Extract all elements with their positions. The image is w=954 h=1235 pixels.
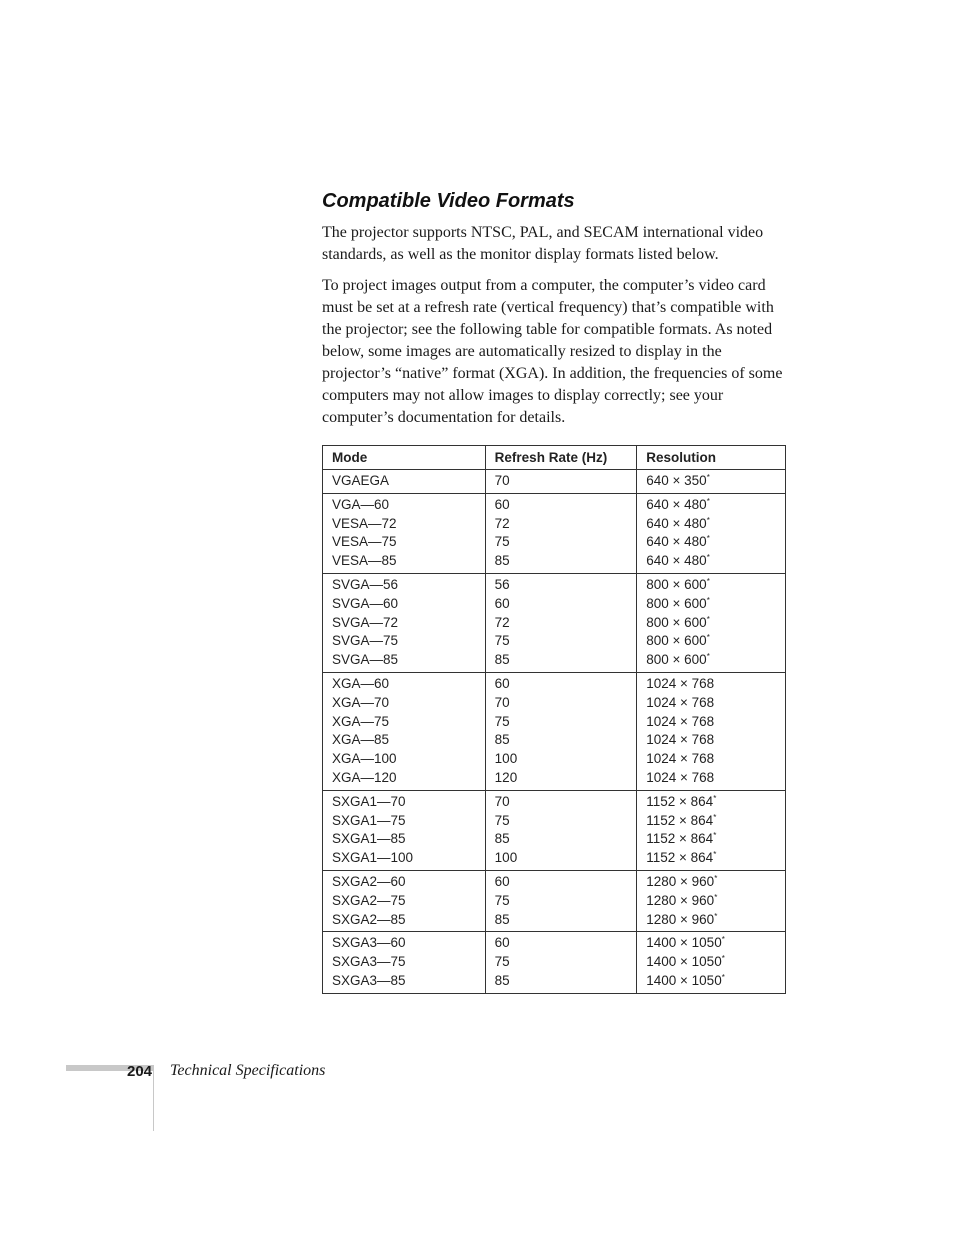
mode-value <box>332 750 476 769</box>
footnote-asterisk: * <box>706 515 710 525</box>
refresh-rate-value <box>495 731 628 750</box>
refresh-rate-value <box>495 533 628 552</box>
resolution-value-text: 800 × 600 <box>646 633 707 649</box>
mode-value-text: SVGA—56 <box>332 576 399 592</box>
mode-value-text: VGA—60 <box>332 496 390 512</box>
resolution-value <box>646 515 776 534</box>
table-row <box>323 493 786 573</box>
resolution-value <box>646 713 776 732</box>
mode-value <box>332 632 476 651</box>
refresh-rate-cell <box>485 493 637 573</box>
refresh-rate-value-text: 60 <box>494 675 510 691</box>
mode-value-text: SXGA2—75 <box>332 892 406 908</box>
mode-value-text: SVGA—75 <box>332 633 399 649</box>
mode-value-text: XGA—70 <box>332 694 390 710</box>
resolution-value-text: 1400 × 1050 <box>646 954 722 970</box>
mode-value <box>332 911 476 930</box>
footnote-asterisk: * <box>721 935 725 945</box>
mode-value <box>332 651 476 670</box>
refresh-rate-value-text: 75 <box>494 534 510 550</box>
footnote-asterisk: * <box>721 954 725 964</box>
refresh-rate-cell <box>485 790 637 870</box>
refresh-rate-value <box>495 911 628 930</box>
refresh-rate-value-text: 60 <box>494 935 510 951</box>
footnote-asterisk: * <box>721 972 725 982</box>
refresh-rate-value <box>495 830 628 849</box>
refresh-rate-value-text: 120 <box>494 769 518 785</box>
footnote-asterisk: * <box>713 831 717 841</box>
mode-value-text: SXGA3—85 <box>332 972 406 988</box>
refresh-rate-value <box>495 552 628 571</box>
resolution-value-text: 800 × 600 <box>646 576 707 592</box>
mode-value <box>332 472 476 491</box>
table-row <box>323 932 786 993</box>
resolution-value <box>646 769 776 788</box>
mode-value-text: SXGA2—85 <box>332 911 406 927</box>
refresh-rate-value <box>495 651 628 670</box>
footer-section-title: Technical Specifications <box>170 1062 326 1079</box>
resolution-value-text: 1280 × 960 <box>646 873 715 889</box>
resolution-value <box>646 595 776 614</box>
resolution-value <box>646 472 776 491</box>
resolution-value-text: 1024 × 768 <box>646 675 715 691</box>
refresh-rate-value <box>495 750 628 769</box>
resolution-value-text: 1152 × 864 <box>646 793 714 809</box>
resolution-value <box>646 892 776 911</box>
refresh-rate-cell <box>485 573 637 672</box>
mode-value-text: SVGA—85 <box>332 652 399 668</box>
header-refresh-rate: Refresh Rate (Hz) <box>485 446 637 470</box>
refresh-rate-value-text: 85 <box>494 911 510 927</box>
resolution-value-text: 640 × 480 <box>646 496 707 512</box>
mode-value-text: XGA—100 <box>332 751 397 767</box>
resolution-value <box>646 873 776 892</box>
refresh-rate-value-text: 60 <box>494 873 510 889</box>
table-header-row <box>323 446 786 470</box>
resolution-value <box>646 953 776 972</box>
refresh-rate-value <box>495 793 628 812</box>
refresh-rate-value <box>495 873 628 892</box>
mode-cell <box>323 493 486 573</box>
table-row <box>323 573 786 672</box>
refresh-rate-cell <box>485 870 637 931</box>
mode-value-text: SVGA—72 <box>332 614 399 630</box>
resolution-value-text: 1024 × 768 <box>646 713 715 729</box>
refresh-rate-value <box>495 769 628 788</box>
footnote-asterisk: * <box>706 534 710 544</box>
mode-cell <box>323 470 486 494</box>
refresh-rate-value <box>495 972 628 991</box>
refresh-rate-value-text: 100 <box>494 751 518 767</box>
refresh-rate-value-text: 75 <box>494 812 510 828</box>
refresh-rate-value <box>495 576 628 595</box>
resolution-value <box>646 632 776 651</box>
refresh-rate-value-text: 70 <box>494 694 510 710</box>
refresh-rate-value <box>495 675 628 694</box>
footnote-asterisk: * <box>706 496 710 506</box>
mode-value <box>332 934 476 953</box>
resolution-value <box>646 731 776 750</box>
resolution-value <box>646 651 776 670</box>
resolution-value-text: 1280 × 960 <box>646 911 715 927</box>
refresh-rate-value-text: 85 <box>494 972 510 988</box>
mode-cell <box>323 672 486 790</box>
resolution-cell <box>637 932 786 993</box>
mode-value <box>332 849 476 868</box>
table-row <box>323 672 786 790</box>
mode-value-text: SXGA3—60 <box>332 935 406 951</box>
mode-value <box>332 576 476 595</box>
video-formats-table <box>322 445 786 994</box>
mode-value <box>332 515 476 534</box>
mode-value-text: SVGA—60 <box>332 595 399 611</box>
refresh-rate-value-text: 75 <box>494 954 510 970</box>
resolution-value <box>646 812 776 831</box>
refresh-rate-cell <box>485 932 637 993</box>
refresh-rate-value <box>495 713 628 732</box>
refresh-rate-value-text: 60 <box>494 595 510 611</box>
footnote-asterisk: * <box>714 873 718 883</box>
footnote-asterisk: * <box>706 595 710 605</box>
mode-cell <box>323 932 486 993</box>
mode-value <box>332 595 476 614</box>
footnote-asterisk: * <box>713 793 717 803</box>
resolution-cell <box>637 672 786 790</box>
refresh-rate-value-text: 60 <box>494 496 510 512</box>
refresh-rate-value <box>495 472 628 491</box>
refresh-rate-value-text: 72 <box>494 515 510 531</box>
resolution-cell <box>637 493 786 573</box>
resolution-value-text: 640 × 480 <box>646 534 707 550</box>
resolution-value-text: 1152 × 864 <box>646 850 714 866</box>
refresh-rate-value-text: 75 <box>494 892 510 908</box>
resolution-value <box>646 533 776 552</box>
resolution-value-text: 1024 × 768 <box>646 732 715 748</box>
refresh-rate-value <box>495 496 628 515</box>
resolution-cell <box>637 470 786 494</box>
mode-value <box>332 496 476 515</box>
footnote-asterisk: * <box>706 553 710 563</box>
mode-value-text: XGA—75 <box>332 713 390 729</box>
resolution-value-text: 1280 × 960 <box>646 892 715 908</box>
mode-value <box>332 953 476 972</box>
mode-value <box>332 675 476 694</box>
footnote-asterisk: * <box>706 473 710 482</box>
footnote-asterisk: * <box>706 652 710 662</box>
table-row <box>323 470 786 494</box>
refresh-rate-value-text: 56 <box>494 576 510 592</box>
refresh-rate-value <box>495 614 628 633</box>
refresh-rate-value <box>495 953 628 972</box>
refresh-rate-value <box>495 515 628 534</box>
mode-value-text: SXGA1—75 <box>332 812 406 828</box>
mode-value <box>332 972 476 991</box>
resolution-value-text: 1024 × 768 <box>646 751 715 767</box>
resolution-value-text: 640 × 480 <box>646 515 707 531</box>
footnote-asterisk: * <box>714 911 718 921</box>
resolution-value-text: 800 × 600 <box>646 595 707 611</box>
resolution-cell <box>637 790 786 870</box>
refresh-rate-value <box>495 934 628 953</box>
resolution-value-text: 1152 × 864 <box>646 831 714 847</box>
mode-value-text: XGA—60 <box>332 675 390 691</box>
refresh-rate-value <box>495 595 628 614</box>
mode-value <box>332 769 476 788</box>
mode-value-text: SXGA3—75 <box>332 954 406 970</box>
refresh-rate-value <box>495 812 628 831</box>
mode-value-text: XGA—120 <box>332 769 397 785</box>
resolution-cell <box>637 870 786 931</box>
footnote-asterisk: * <box>713 850 717 860</box>
refresh-rate-cell <box>485 470 637 494</box>
refresh-rate-value-text: 85 <box>494 831 510 847</box>
refresh-rate-value <box>495 892 628 911</box>
mode-value-text: VGAEGA <box>332 473 390 488</box>
table-row <box>323 790 786 870</box>
resolution-value-text: 1400 × 1050 <box>646 972 722 988</box>
resolution-value-text: 1024 × 768 <box>646 694 715 710</box>
resolution-value <box>646 614 776 633</box>
refresh-rate-value-text: 70 <box>494 473 510 488</box>
mode-value <box>332 694 476 713</box>
footnote-asterisk: * <box>706 576 710 586</box>
refresh-rate-value-text: 85 <box>494 553 510 569</box>
mode-value <box>332 793 476 812</box>
footnote-asterisk: * <box>706 633 710 643</box>
footnote-asterisk: * <box>713 812 717 822</box>
mode-value-text: SXGA2—60 <box>332 873 406 889</box>
page-title: Compatible Video Formats <box>322 190 575 212</box>
mode-value <box>332 892 476 911</box>
resolution-value <box>646 934 776 953</box>
refresh-rate-value <box>495 632 628 651</box>
mode-value <box>332 731 476 750</box>
mode-value <box>332 552 476 571</box>
refresh-rate-value-text: 75 <box>494 633 510 649</box>
mode-cell <box>323 870 486 931</box>
resolution-cell <box>637 573 786 672</box>
refresh-rate-value-text: 75 <box>494 713 510 729</box>
refresh-rate-value-text: 70 <box>494 793 510 809</box>
header-resolution: Resolution <box>637 446 786 470</box>
resolution-value-text: 640 × 350 <box>646 473 707 488</box>
resolution-value <box>646 911 776 930</box>
resolution-value-text: 1152 × 864 <box>646 812 714 828</box>
refresh-rate-cell <box>485 672 637 790</box>
mode-value <box>332 533 476 552</box>
page-number: 204 <box>127 1063 153 1080</box>
intro-paragraph: The projector supports NTSC, PAL, and SECAM international video standards, as well as the monitor display formats listed below. <box>322 224 764 263</box>
mode-value <box>332 873 476 892</box>
refresh-rate-value-text: 100 <box>494 850 518 866</box>
mode-value <box>332 614 476 633</box>
resolution-value-text: 640 × 480 <box>646 553 707 569</box>
resolution-value <box>646 552 776 571</box>
resolution-value-text: 1400 × 1050 <box>646 935 722 951</box>
instructions-paragraph: To project images output from a computer, the computer’s video card must be set at a refresh rate (vertical frequency) that’s compatible with the projector; see the following table for compatible formats. As noted below, some images are automatically resized to display in the projector’s “native” format (XGA). In addition, the frequencies of some computers may not allow images to display correctly; see your computer’s documentation for details. <box>322 277 783 426</box>
mode-value <box>332 830 476 849</box>
footer-rule <box>153 1065 154 1131</box>
resolution-value <box>646 972 776 991</box>
footnote-asterisk: * <box>714 892 718 902</box>
mode-value <box>332 713 476 732</box>
mode-value-text: XGA—85 <box>332 732 390 748</box>
mode-cell <box>323 790 486 870</box>
resolution-value <box>646 675 776 694</box>
mode-value-text: VESA—85 <box>332 553 397 569</box>
resolution-value <box>646 793 776 812</box>
mode-value-text: SXGA1—85 <box>332 831 406 847</box>
refresh-rate-value <box>495 694 628 713</box>
refresh-rate-value-text: 85 <box>494 652 510 668</box>
resolution-value <box>646 830 776 849</box>
header-mode: Mode <box>323 446 486 470</box>
mode-value-text: SXGA1—70 <box>332 793 406 809</box>
resolution-value <box>646 576 776 595</box>
resolution-value <box>646 694 776 713</box>
resolution-value <box>646 849 776 868</box>
resolution-value-text: 800 × 600 <box>646 652 707 668</box>
resolution-value-text: 1024 × 768 <box>646 769 715 785</box>
refresh-rate-value <box>495 849 628 868</box>
mode-value-text: VESA—72 <box>332 515 397 531</box>
refresh-rate-value-text: 72 <box>494 614 510 630</box>
table-row <box>323 870 786 931</box>
mode-value-text: VESA—75 <box>332 534 397 550</box>
mode-value-text: SXGA1—100 <box>332 850 414 866</box>
resolution-value <box>646 750 776 769</box>
footnote-asterisk: * <box>706 614 710 624</box>
resolution-value-text: 800 × 600 <box>646 614 707 630</box>
resolution-value <box>646 496 776 515</box>
mode-value <box>332 812 476 831</box>
refresh-rate-value-text: 85 <box>494 732 510 748</box>
mode-cell <box>323 573 486 672</box>
